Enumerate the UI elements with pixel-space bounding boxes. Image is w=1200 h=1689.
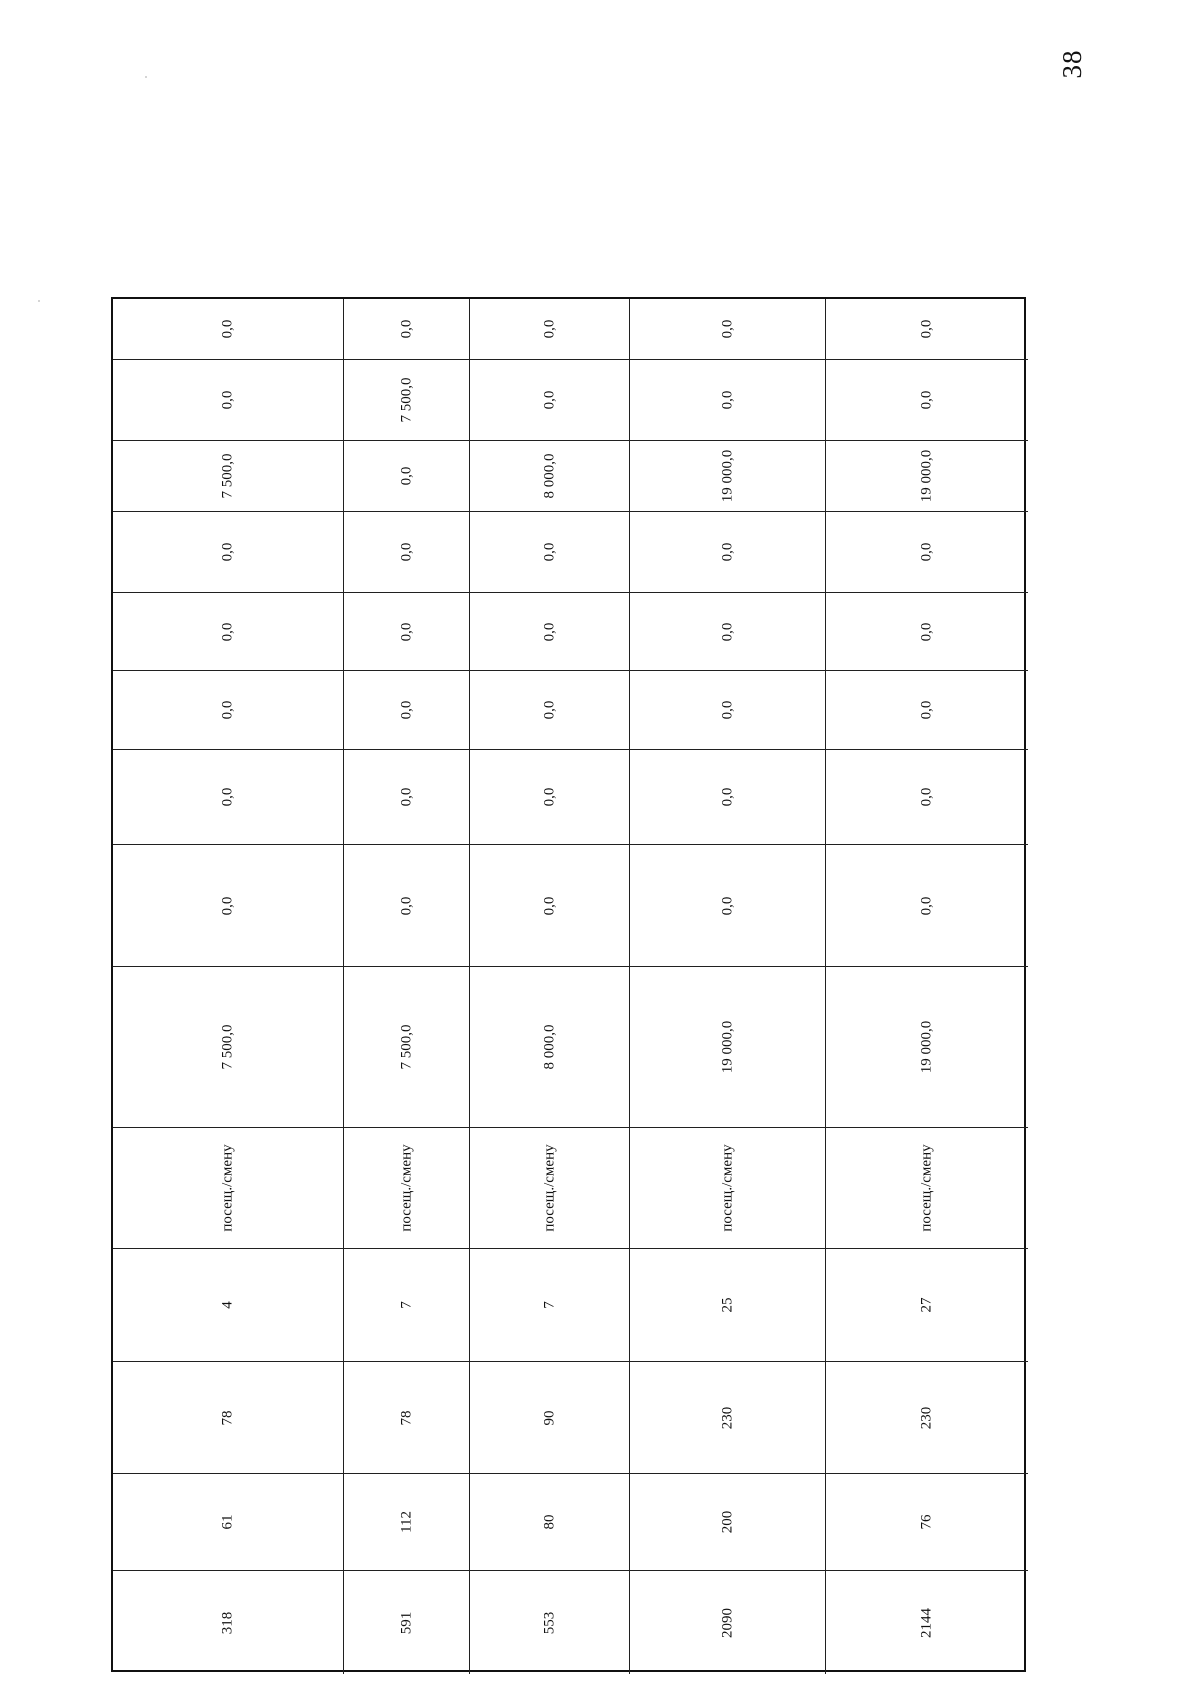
table-cell — [826, 1128, 1028, 1249]
table-cell — [630, 671, 826, 750]
table-row-2 — [344, 299, 470, 1670]
table-cell — [470, 1249, 630, 1362]
table-cell — [344, 360, 470, 441]
table-cell-value: 0,0 — [918, 787, 935, 807]
table-cell — [630, 360, 826, 441]
table-cell — [826, 1362, 1028, 1474]
table-cell-value: 0,0 — [719, 542, 735, 562]
table-cell — [113, 360, 344, 441]
table-cell-value: 19 000,0 — [719, 1020, 735, 1074]
table-cell-value: 0,0 — [398, 700, 414, 720]
table-cell — [630, 299, 826, 360]
table-cell-value: 318 — [219, 1611, 236, 1634]
table-row-5 — [826, 299, 1028, 1670]
table-cell — [826, 845, 1028, 967]
table-cell-value: 78 — [398, 1410, 414, 1425]
table-cell — [630, 441, 826, 512]
table-cell — [470, 845, 630, 967]
table-cell — [826, 360, 1028, 441]
table-cell-value: 0,0 — [219, 542, 236, 562]
table-cell-value: 0,0 — [219, 700, 236, 720]
table-cell-value: 230 — [918, 1406, 935, 1429]
table-cell-value: 76 — [918, 1514, 935, 1530]
scan-mark — [38, 300, 40, 302]
table-cell-value: 0,0 — [719, 319, 735, 339]
table-cell-value: посещ./смену — [219, 1144, 236, 1232]
table-cell — [344, 671, 470, 750]
table-cell — [630, 750, 826, 845]
table-cell-value: 0,0 — [541, 319, 557, 339]
table-cell — [630, 1128, 826, 1249]
table-cell-value: 591 — [398, 1611, 414, 1634]
table-cell-value: посещ./смену — [918, 1144, 935, 1232]
table-cell-value: 78 — [219, 1410, 236, 1425]
table-cell-value: 0,0 — [918, 390, 935, 410]
table-cell — [113, 441, 344, 512]
table-row-4 — [630, 299, 826, 1670]
table-row-3 — [470, 299, 630, 1670]
table-cell-value: 2144 — [918, 1607, 935, 1638]
table-cell — [470, 441, 630, 512]
table-cell-value: 90 — [541, 1410, 557, 1425]
table-row-1 — [113, 299, 344, 1670]
table-cell — [470, 593, 630, 671]
table-cell — [826, 441, 1028, 512]
table-cell-value: 0,0 — [918, 896, 935, 915]
table-cell — [344, 1362, 470, 1474]
table-cell — [470, 967, 630, 1128]
table-cell-value: 0,0 — [398, 542, 414, 562]
table-cell — [470, 512, 630, 593]
table-cell-value: 7 — [398, 1301, 414, 1309]
table-cell — [113, 967, 344, 1128]
table-cell — [113, 1362, 344, 1474]
table-cell-value: 8 000,0 — [541, 453, 557, 499]
table-cell-value: 0,0 — [719, 787, 735, 807]
table-cell-value: 0,0 — [719, 622, 735, 641]
table-cell — [113, 1571, 344, 1674]
table-cell-value: 0,0 — [219, 787, 236, 807]
table-cell — [113, 593, 344, 671]
table-cell-value: 7 500,0 — [219, 1024, 236, 1070]
table-cell — [113, 1249, 344, 1362]
table-cell — [470, 1362, 630, 1474]
table-cell-value: 200 — [719, 1510, 735, 1534]
table-cell — [344, 967, 470, 1128]
table-cell — [344, 299, 470, 360]
table-cell — [344, 1249, 470, 1362]
table-cell-value: 7 500,0 — [398, 377, 414, 423]
table-cell-value: 7 500,0 — [219, 453, 236, 499]
table-cell-value: 0,0 — [398, 896, 414, 915]
table-cell — [113, 299, 344, 360]
table-cell — [470, 671, 630, 750]
table-cell-value: 0,0 — [219, 319, 236, 339]
table-cell — [630, 1362, 826, 1474]
table-cell — [630, 1474, 826, 1571]
table-cell-value: 0,0 — [918, 700, 935, 720]
table-cell-value: 0,0 — [541, 622, 557, 641]
table-cell — [630, 845, 826, 967]
table-cell — [344, 1571, 470, 1674]
table-cell — [344, 750, 470, 845]
table-cell — [826, 593, 1028, 671]
table-cell — [630, 1249, 826, 1362]
table-cell — [630, 967, 826, 1128]
table-cell-value: 0,0 — [541, 542, 557, 562]
table-cell-value: 80 — [541, 1514, 557, 1530]
table-cell-value: 4 — [219, 1301, 236, 1309]
table-cell — [826, 1571, 1028, 1674]
table-cell-value: 0,0 — [541, 896, 557, 915]
rotated-data-table — [111, 297, 1026, 1672]
table-cell-value: 0,0 — [398, 466, 414, 486]
table-cell-value: 27 — [918, 1297, 935, 1313]
table-cell — [470, 1571, 630, 1674]
table-cell — [826, 512, 1028, 593]
table-cell — [826, 299, 1028, 360]
table-cell-value: 19 000,0 — [918, 1020, 935, 1074]
table-cell — [344, 593, 470, 671]
table-cell — [344, 1474, 470, 1571]
table-cell — [113, 512, 344, 593]
table-cell — [826, 1249, 1028, 1362]
table-cell — [470, 1474, 630, 1571]
table-cell-value: 112 — [398, 1511, 414, 1533]
table-cell — [826, 750, 1028, 845]
table-cell-value: 0,0 — [398, 622, 414, 641]
table-cell-value: 7 500,0 — [398, 1024, 414, 1070]
table-cell-value: 7 — [541, 1301, 557, 1309]
table-cell — [344, 441, 470, 512]
table-cell-value: 0,0 — [719, 896, 735, 915]
table-cell-value: 0,0 — [918, 542, 935, 562]
table-cell — [826, 1474, 1028, 1571]
table-cell — [344, 512, 470, 593]
table-cell-value: 61 — [219, 1514, 236, 1530]
page-number: 38 — [1056, 49, 1087, 79]
table-cell — [470, 299, 630, 360]
table-cell-value: 25 — [719, 1297, 735, 1313]
table-cell — [113, 750, 344, 845]
table-cell-value: 553 — [541, 1611, 557, 1634]
table-cell-value: 0,0 — [219, 390, 236, 410]
table-cell-value: 0,0 — [398, 787, 414, 807]
table-cell-value: 0,0 — [918, 622, 935, 641]
table-cell — [470, 360, 630, 441]
table-cell-value: 0,0 — [719, 700, 735, 720]
table-cell-value: 0,0 — [398, 319, 414, 339]
table-cell — [630, 512, 826, 593]
table-cell — [470, 750, 630, 845]
table-cell-value: 8 000,0 — [541, 1024, 557, 1070]
table-cell-value: 2090 — [719, 1607, 735, 1638]
table-cell-value: 0,0 — [541, 700, 557, 720]
table-cell-value: 19 000,0 — [719, 449, 735, 503]
table-cell-value: 0,0 — [918, 319, 935, 339]
table-cell-value: посещ./смену — [719, 1144, 735, 1232]
table-cell — [113, 671, 344, 750]
table-cell-value: 0,0 — [541, 390, 557, 410]
table-cell — [470, 1128, 630, 1249]
table-cell-value: 0,0 — [719, 390, 735, 410]
table-cell — [113, 1128, 344, 1249]
table-cell-value: посещ./смену — [541, 1144, 557, 1232]
table-cell-value: 0,0 — [219, 622, 236, 641]
table-cell-value: 19 000,0 — [918, 449, 935, 503]
table-cell — [630, 1571, 826, 1674]
table-cell — [344, 845, 470, 967]
table-cell — [630, 593, 826, 671]
table-cell — [826, 671, 1028, 750]
table-cell — [113, 1474, 344, 1571]
table-cell-value: 0,0 — [541, 787, 557, 807]
table-cell — [113, 845, 344, 967]
table-cell-value: 230 — [719, 1406, 735, 1429]
table-cell — [344, 1128, 470, 1249]
table-cell-value: 0,0 — [219, 896, 236, 915]
table-cell — [826, 967, 1028, 1128]
table-cell-value: посещ./смену — [398, 1144, 414, 1232]
scan-mark — [145, 76, 147, 78]
